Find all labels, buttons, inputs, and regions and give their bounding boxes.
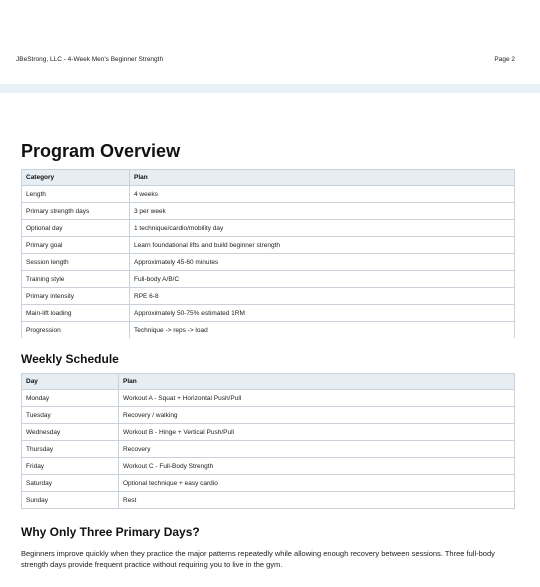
table-cell-label: Friday [22,458,119,475]
table-header-row [22,374,515,390]
table-row [22,237,515,254]
table-cell-value: Workout A - Squat + Horizontal Push/Pull [119,390,515,407]
table-cell-label: Progression [22,322,130,339]
table-row [22,390,515,407]
program-overview-heading: Program Overview [21,141,181,161]
table-cell-value: Workout B - Hinge + Vertical Push/Pull [119,424,515,441]
table-header-row [22,170,515,186]
table-cell-value: Technique -> reps -> load [130,322,515,339]
table-cell-label: Primary strength days [22,203,130,220]
table-cell-label: Primary intensity [22,288,130,305]
table-cell-label: Length [22,186,130,203]
overview-table [21,169,515,338]
table-row [22,407,515,424]
table-cell-value: Workout C - Full-Body Strength [119,458,515,475]
table-row [22,288,515,305]
table-cell-label: Thursday [22,441,119,458]
table-cell-label: Sunday [22,492,119,509]
why-three-days-paragraph: Beginners improve quickly when they practice the major patterns repeatedly while allowing enough recovery between sessions. Three full-body strength days provide frequent practice without requiring you to live in the gym. [21,549,495,569]
table-cell-label: Session length [22,254,130,271]
page-number: Page 2 [494,56,515,63]
table-cell-value: Rest [119,492,515,509]
table-cell-label: Primary goal [22,237,130,254]
table-cell-value: Recovery / walking [119,407,515,424]
table-cell-value: RPE 6-8 [130,288,515,305]
table-cell-value: 4 weeks [130,186,515,203]
table-cell-value: Full-body A/B/C [130,271,515,288]
table-row [22,271,515,288]
column-header-plan: Plan [130,170,515,186]
table-cell-value: Approximately 45-60 minutes [130,254,515,271]
table-row [22,492,515,509]
table-cell-value: 1 technique/cardio/mobility day [130,220,515,237]
table-row [22,458,515,475]
table-cell-label: Saturday [22,475,119,492]
table-row [22,475,515,492]
weekly-schedule-heading: Weekly Schedule [21,352,119,366]
document-body [21,140,515,570]
table-row [22,186,515,203]
table-cell-label: Tuesday [22,407,119,424]
table-cell-label: Main-lift loading [22,305,130,322]
table-row [22,322,515,339]
column-header-category: Category [22,170,130,186]
table-cell-value: Recovery [119,441,515,458]
table-cell-label: Monday [22,390,119,407]
column-header-plan: Plan [119,374,515,390]
table-cell-value: 3 per week [130,203,515,220]
column-header-day: Day [22,374,119,390]
table-row [22,203,515,220]
table-cell-label: Wednesday [22,424,119,441]
why-three-days-heading: Why Only Three Primary Days? [21,525,200,539]
table-cell-label: Training style [22,271,130,288]
table-cell-value: Optional technique + easy cardio [119,475,515,492]
table-row [22,254,515,271]
table-row [22,305,515,322]
page-separator [0,84,540,93]
table-row [22,424,515,441]
overview-table-container [21,169,515,338]
table-cell-value: Learn foundational lifts and build beginner strength [130,237,515,254]
table-cell-value: Approximately 50-75% estimated 1RM [130,305,515,322]
page-header [0,0,540,84]
table-cell-label: Optional day [22,220,130,237]
schedule-table [21,373,515,509]
document-header-title: JBeStrong, LLC - 4-Week Men's Beginner Strength [16,56,164,63]
table-row [22,441,515,458]
table-row [22,220,515,237]
